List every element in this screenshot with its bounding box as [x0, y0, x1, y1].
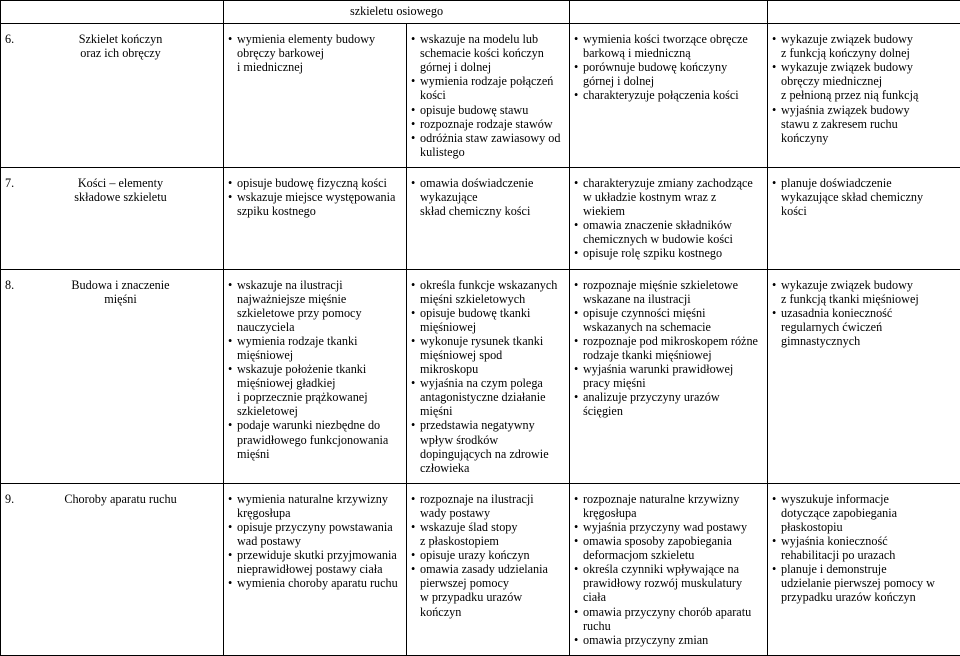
requirement-item: • wymienia rodzaje połączeń kości — [411, 74, 563, 102]
lesson-number: 9. — [5, 492, 18, 506]
requirements-list — [574, 278, 761, 419]
requirement-item: • wyjaśnia na czym polega antagonistyczne działanie mięśni — [411, 376, 563, 418]
requirement-item: • rozpoznaje pod mikroskopem różne rodzaje tkanki mięśniowej — [574, 334, 761, 362]
requirements-extended-cell — [407, 269, 570, 483]
requirements-excellent-cell — [768, 269, 960, 483]
requirements-list — [574, 492, 761, 647]
continuation-cell-fragment — [224, 1, 570, 24]
requirement-item: • omawia przyczyny zmian — [574, 633, 761, 647]
requirement-item: • opisuje budowę stawu — [411, 103, 563, 117]
requirement-item: • wymienia elementy budowy obręczy barkowej i miednicznej — [228, 32, 400, 74]
requirement-item: • wymienia rodzaje tkanki mięśniowej — [228, 334, 400, 362]
requirement-item: • analizuje przyczyny urazów ścięgien — [574, 390, 761, 418]
requirement-item: • wyjaśnia związek budowy stawu z zakresem ruchu kończyny — [772, 103, 954, 145]
requirements-list — [228, 492, 400, 591]
lesson-topic: Szkielet kończyn oraz ich obręczy — [18, 32, 223, 60]
requirement-item: • wykazuje związek budowy z funkcją tkanki mięśniowej — [772, 278, 954, 306]
requirements-extended-cell — [407, 24, 570, 168]
requirements-basic-cell — [224, 167, 407, 269]
requirement-item: • planuje i demonstruje udzielanie pierwszej pomocy w przypadku urazów kończyn — [772, 562, 954, 604]
lesson-row — [1, 167, 960, 269]
requirement-item: • opisuje przyczyny powstawania wad postawy — [228, 520, 400, 548]
requirement-item: • wymienia kości tworzące obręcze barkową i miedniczną — [574, 32, 761, 60]
requirement-item: • określa funkcje wskazanych mięśni szkieletowych — [411, 278, 563, 306]
requirement-item: • rozpoznaje rodzaje stawów — [411, 117, 563, 131]
requirements-basic-cell — [224, 483, 407, 655]
requirements-advanced-cell — [570, 24, 768, 168]
lesson-topic: Choroby aparatu ruchu — [18, 492, 223, 506]
requirements-excellent-cell — [768, 483, 960, 655]
requirements-list — [574, 32, 761, 102]
requirement-item: • wyszukuje informacje dotyczące zapobiegania płaskostopiu — [772, 492, 954, 534]
requirement-item: • wskazuje na ilustracji najważniejsze mięśnie szkieletowe przy pomocy nauczyciela — [228, 278, 400, 334]
lesson-row — [1, 24, 960, 168]
requirement-item: • przewiduje skutki przyjmowania nieprawidłowej postawy ciała — [228, 548, 400, 576]
requirement-item: • opisuje budowę fizyczną kości — [228, 176, 400, 190]
lesson-topic: Budowa i znaczenie mięśni — [18, 278, 223, 306]
continuation-row — [1, 1, 960, 24]
requirement-item: • omawia sposoby zapobiegania deformacjom szkieletu — [574, 534, 761, 562]
requirement-item: • wskazuje miejsce występowania szpiku kostnego — [228, 190, 400, 218]
requirement-item: • wyjaśnia warunki prawidłowej pracy mięśni — [574, 362, 761, 390]
requirements-list — [228, 176, 400, 218]
requirement-item: • planuje doświadczenie wykazujące skład chemiczny kości — [772, 176, 954, 218]
requirement-item: • opisuje rolę szpiku kostnego — [574, 246, 761, 260]
requirements-extended-cell — [407, 483, 570, 655]
requirement-item: • podaje warunki niezbędne do prawidłowego funkcjonowania mięśni — [228, 418, 400, 460]
requirements-advanced-cell — [570, 483, 768, 655]
lesson-cell — [1, 24, 224, 168]
curriculum-table-body — [1, 1, 960, 656]
lesson-number: 7. — [5, 176, 18, 204]
requirements-list — [772, 492, 954, 605]
header-fragment: szkieletu osiowego — [350, 4, 443, 18]
requirement-item: • omawia doświadczenie wykazujące skład chemiczny kości — [411, 176, 563, 218]
requirement-item: • opisuje urazy kończyn — [411, 548, 563, 562]
requirement-item: • omawia zasady udzielania pierwszej pomocy w przypadku urazów kończyn — [411, 562, 563, 618]
requirement-item: • charakteryzuje zmiany zachodzące w układzie kostnym wraz z wiekiem — [574, 176, 761, 218]
requirement-item: • wskazuje ślad stopy z płaskostopiem — [411, 520, 563, 548]
requirement-item: • uzasadnia konieczność regularnych ćwiczeń gimnastycznych — [772, 306, 954, 348]
requirement-item: • wymienia choroby aparatu ruchu — [228, 576, 400, 590]
requirements-list — [411, 32, 563, 159]
continuation-cell-empty — [768, 1, 960, 24]
requirement-item: • rozpoznaje mięśnie szkieletowe wskazane na ilustracji — [574, 278, 761, 306]
requirement-item: • wykonuje rysunek tkanki mięśniowej spod mikroskopu — [411, 334, 563, 376]
requirements-basic-cell — [224, 24, 407, 168]
requirement-item: • rozpoznaje naturalne krzywizny kręgosłupa — [574, 492, 761, 520]
requirement-item: • omawia przyczyny chorób aparatu ruchu — [574, 605, 761, 633]
requirement-item: • wyjaśnia przyczyny wad postawy — [574, 520, 761, 534]
requirement-item: • odróżnia staw zawiasowy od kulistego — [411, 131, 563, 159]
continuation-cell-empty — [1, 1, 224, 24]
lesson-number: 6. — [5, 32, 18, 60]
lesson-row — [1, 483, 960, 655]
requirement-item: • wskazuje położenie tkanki mięśniowej gładkiej i poprzecznie prążkowanej szkieletowej — [228, 362, 400, 418]
requirements-basic-cell — [224, 269, 407, 483]
lesson-number: 8. — [5, 278, 18, 306]
requirement-item: • omawia znaczenie składników chemicznych w budowie kości — [574, 218, 761, 246]
requirements-list — [411, 176, 563, 218]
requirement-item: • rozpoznaje na ilustracji wady postawy — [411, 492, 563, 520]
requirements-advanced-cell — [570, 269, 768, 483]
requirements-list — [574, 176, 761, 261]
requirement-item: • opisuje czynności mięśni wskazanych na schemacie — [574, 306, 761, 334]
requirement-item: • przedstawia negatywny wpływ środków dopingujących na zdrowie człowieka — [411, 418, 563, 474]
requirement-item: • charakteryzuje połączenia kości — [574, 88, 761, 102]
requirements-excellent-cell — [768, 24, 960, 168]
requirement-item: • wykazuje związek budowy obręczy miednicznej z pełnioną przez nią funkcją — [772, 60, 954, 102]
requirements-list — [772, 278, 954, 348]
requirement-item: • określa czynniki wpływające na prawidłowy rozwój muskulatury ciała — [574, 562, 761, 604]
requirements-list — [772, 32, 954, 145]
requirements-advanced-cell — [570, 167, 768, 269]
requirement-item: • wymienia naturalne krzywizny kręgosłupa — [228, 492, 400, 520]
requirement-item: • porównuje budowę kończyny górnej i dolnej — [574, 60, 761, 88]
requirement-item: • wykazuje związek budowy z funkcją kończyny dolnej — [772, 32, 954, 60]
requirement-item: • wyjaśnia konieczność rehabilitacji po urazach — [772, 534, 954, 562]
requirement-item: • opisuje budowę tkanki mięśniowej — [411, 306, 563, 334]
requirements-list — [411, 492, 563, 619]
requirements-list — [228, 278, 400, 461]
lesson-cell — [1, 269, 224, 483]
lesson-cell — [1, 167, 224, 269]
requirement-item: • wskazuje na modelu lub schemacie kości kończyn górnej i dolnej — [411, 32, 563, 74]
lesson-topic: Kości – elementy składowe szkieletu — [18, 176, 223, 204]
continuation-cell-empty — [570, 1, 768, 24]
requirements-list — [772, 176, 954, 218]
requirements-extended-cell — [407, 167, 570, 269]
lesson-cell — [1, 483, 224, 655]
requirements-excellent-cell — [768, 167, 960, 269]
requirements-list — [228, 32, 400, 74]
requirements-list — [411, 278, 563, 475]
lesson-row — [1, 269, 960, 483]
